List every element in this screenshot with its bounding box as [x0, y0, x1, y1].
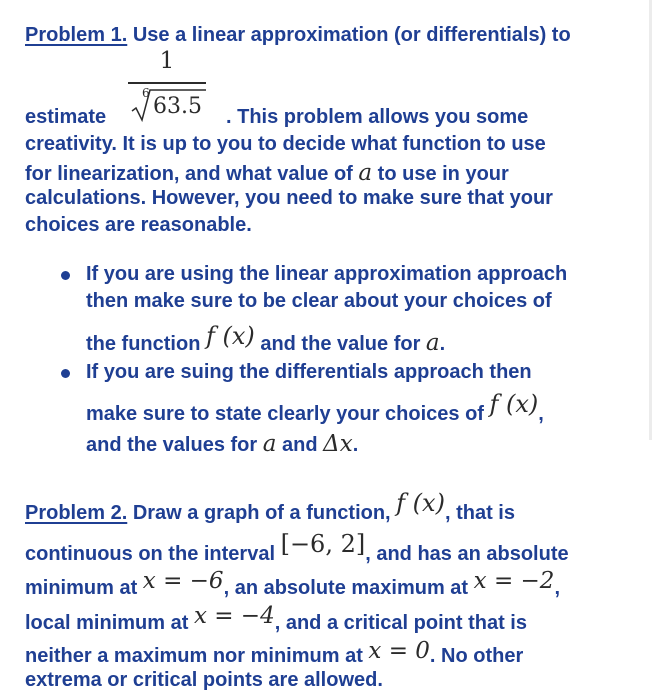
math-x-min: x = −6 — [142, 568, 224, 594]
fraction-numerator: 1 — [159, 48, 175, 74]
problem1-line4: for linearization, and what value of a to use in your — [25, 160, 509, 186]
bullet2-line2: make sure to state clearly your choices of f (x), — [86, 390, 544, 425]
math-f-of-x: f (x) — [205, 322, 255, 350]
fraction-expression — [126, 44, 208, 124]
math-x-max: x = −2 — [473, 568, 555, 594]
bullet-dot-icon — [61, 271, 70, 280]
math-x-critical: x = 0 — [368, 638, 430, 664]
problem1-line2-right: . This problem allows you some — [226, 106, 529, 128]
math-f-of-x: f (x) — [396, 489, 445, 517]
problem2-line3: minimum at x = −6, an absolute maximum at x = −2, — [25, 568, 560, 599]
bullet1-line2: then make sure to be clear about your choices of — [86, 290, 552, 312]
problem1-line5: calculations. However, you need to make sure that your — [25, 187, 553, 209]
problem1-line1: Problem 1. Use a linear approximation (or differentials) to — [25, 24, 571, 46]
bullet2-line3: and the values for a and Δx. — [86, 431, 359, 457]
bullet1-line1: If you are using the linear approximation approach — [86, 263, 568, 285]
bullet2-line1: If you are suing the differentials approach then — [86, 361, 532, 383]
problem2-line6: extrema or critical points are allowed. — [25, 669, 383, 691]
math-delta-x: Δx — [323, 431, 353, 457]
problem1-line2-left: estimate — [25, 106, 107, 128]
math-x-local: x = −4 — [193, 603, 275, 629]
scroll-edge-divider — [649, 0, 652, 440]
math-f-of-x: f (x) — [489, 390, 539, 418]
problem1-label: Problem 1. — [25, 24, 128, 46]
bullet-dot-icon — [61, 369, 70, 378]
problem2-line4: local minimum at x = −4, and a critical point that is — [25, 603, 527, 634]
problem1-line6: choices are reasonable. — [25, 214, 252, 236]
problem2-line5: neither a maximum nor minimum at x = 0. No other — [25, 638, 524, 667]
bullet1-line3: the function f (x) and the value for a. — [86, 322, 446, 356]
radicand: 63.5 — [153, 94, 202, 119]
problem2-line2: continuous on the interval [−6, 2], and has an absolute — [25, 530, 569, 565]
math-interval: [−6, 2] — [280, 530, 366, 558]
problem2-line1: Problem 2. Draw a graph of a function, f (x), that is — [25, 489, 515, 524]
problem1-line3: creativity. It is up to you to decide what function to use — [25, 133, 546, 155]
math-a: a — [262, 431, 277, 457]
math-a: a — [358, 160, 373, 186]
problem2-label: Problem 2. — [25, 502, 128, 524]
root-index: 6 — [142, 86, 150, 100]
math-a: a — [425, 330, 440, 356]
